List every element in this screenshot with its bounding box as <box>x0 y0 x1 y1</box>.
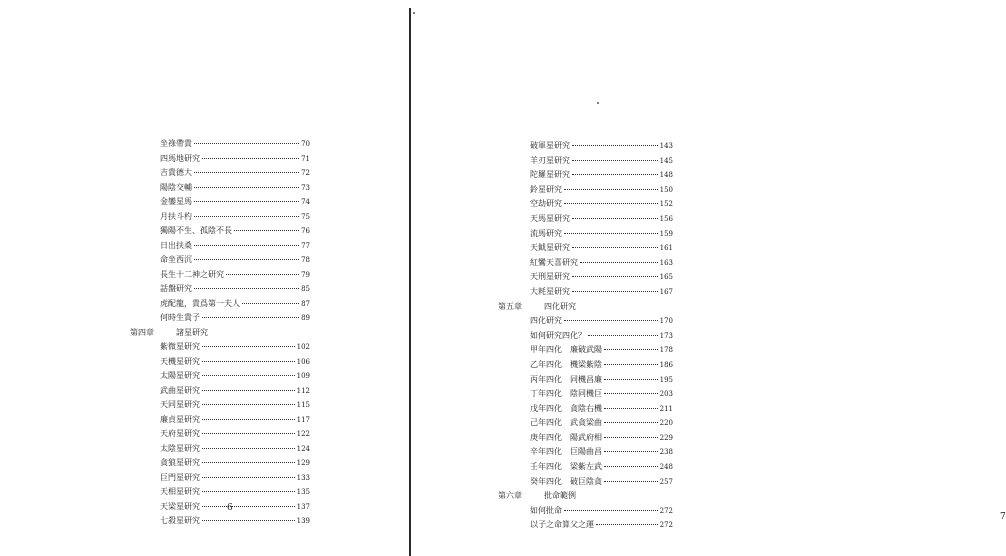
toc-entry-page: 122 <box>296 430 310 438</box>
toc-entry-title: 天刑星研究 <box>530 272 570 282</box>
toc-entry-page: 220 <box>659 419 673 428</box>
toc-chapter-heading <box>498 489 673 504</box>
toc-entry-page: 102 <box>296 343 310 351</box>
chapter-title: 批命範例 <box>544 491 576 501</box>
toc-entry-title: 乙年四化 機梁紫陰 <box>530 359 602 369</box>
toc-entry <box>498 387 673 402</box>
toc-entry-title: 空劫研究 <box>530 199 562 209</box>
dot-leader <box>604 379 658 380</box>
toc-entry-page: 129 <box>296 459 310 467</box>
toc-entry-page: 148 <box>659 171 673 180</box>
toc-entry <box>498 212 673 227</box>
toc-entry-page: 85 <box>301 285 310 293</box>
dot-leader <box>604 408 658 409</box>
toc-entry-title: 羊刃星研究 <box>530 155 570 165</box>
toc-chapter-heading <box>498 300 673 315</box>
toc-entry-title: 長生十二神之研究 <box>160 269 224 279</box>
toc-entry-page: 89 <box>301 314 310 322</box>
toc-entry <box>498 285 673 300</box>
toc-entry-page: 238 <box>659 448 673 457</box>
toc-entry-page: 203 <box>659 390 673 399</box>
toc-entry-title: 陀羅星研究 <box>530 170 570 180</box>
dot-leader <box>242 303 299 304</box>
toc-entry-page: 161 <box>659 244 673 253</box>
toc-entry-title: 月扶斗杓 <box>160 211 192 221</box>
toc-entry <box>130 384 310 399</box>
toc-entry-title: 坐祿帶貴 <box>160 139 192 148</box>
toc-entry <box>130 355 310 370</box>
dot-leader <box>202 448 295 449</box>
toc-entry <box>498 168 673 183</box>
toc-chapter-heading <box>130 326 310 341</box>
toc-entry <box>498 402 673 417</box>
dot-leader <box>202 317 299 318</box>
chapter-title: 諸星研究 <box>176 327 208 337</box>
toc-entry <box>498 197 673 212</box>
dot-leader <box>572 276 658 277</box>
toc-entry <box>130 340 310 355</box>
toc-entry <box>498 314 673 329</box>
toc-entry-page: 72 <box>301 169 310 177</box>
toc-entry-title: 虎配龍，貴爲第一夫人 <box>160 298 240 308</box>
toc-entry <box>498 241 673 256</box>
dot-leader <box>588 335 658 336</box>
toc-entry-page: 74 <box>301 198 310 206</box>
toc-entry-page: 109 <box>296 372 310 380</box>
toc-entry-page: 156 <box>659 214 673 223</box>
toc-entry <box>498 431 673 446</box>
dot-leader <box>572 291 658 292</box>
toc-entry-page: 75 <box>301 212 310 221</box>
toc-entry-page: 211 <box>659 404 673 413</box>
toc-entry-page: 195 <box>659 375 673 384</box>
dot-leader <box>194 201 299 202</box>
toc-entry-page: 73 <box>301 183 310 192</box>
dot-leader <box>202 375 295 376</box>
toc-entry-page: 152 <box>659 200 673 209</box>
dot-leader <box>202 506 295 507</box>
toc-entry-title: 甲年四化 廉破武陽 <box>530 345 602 355</box>
toc-entry-page: 78 <box>301 256 310 264</box>
chapter-label: 第六章 <box>498 491 522 501</box>
toc-entry-page: 272 <box>659 506 673 515</box>
toc-entry-title: 太陰星研究 <box>160 443 200 453</box>
left-toc-list <box>130 137 310 529</box>
toc-entry <box>498 183 673 198</box>
toc-entry-page: 163 <box>659 258 673 267</box>
toc-entry-page: 137 <box>296 502 310 511</box>
toc-entry <box>498 256 673 271</box>
toc-entry <box>498 445 673 460</box>
toc-entry <box>130 152 310 167</box>
toc-entry-title: 壬年四化 梁紫左武 <box>530 462 602 472</box>
toc-entry-page: 248 <box>659 463 673 472</box>
toc-entry-page: 112 <box>296 386 310 395</box>
toc-entry-title: 天馬星研究 <box>530 213 570 223</box>
toc-entry <box>498 504 673 519</box>
dot-leader <box>564 189 658 190</box>
toc-entry <box>130 442 310 457</box>
toc-entry-page: 117 <box>296 415 310 424</box>
toc-entry-page: 229 <box>659 433 673 442</box>
toc-entry-title: 天府星研究 <box>160 429 200 438</box>
toc-entry <box>130 471 310 486</box>
toc-entry-title: 戊年四化 貪陰右機 <box>530 403 602 413</box>
toc-entry-title: 天梁星研究 <box>160 501 200 511</box>
toc-entry <box>130 253 310 268</box>
toc-entry-title: 以子之命算父之運 <box>530 520 594 530</box>
dot-leader <box>580 262 658 263</box>
toc-entry <box>130 485 310 500</box>
toc-entry <box>130 311 310 326</box>
toc-entry-title: 天鉞星研究 <box>530 243 570 253</box>
toc-entry-title: 如何批命 <box>530 505 562 515</box>
toc-entry-page: 159 <box>659 229 673 238</box>
toc-entry-page: 124 <box>296 444 310 453</box>
toc-entry-page: 139 <box>296 517 310 525</box>
toc-entry-title: 天同星研究 <box>160 400 200 409</box>
toc-entry-page: 170 <box>659 317 673 326</box>
toc-entry <box>130 195 310 210</box>
dot-leader <box>202 404 295 405</box>
toc-entry-page: 178 <box>659 346 673 355</box>
toc-entry-page: 272 <box>659 521 673 530</box>
toc-entry-title: 貪狼星研究 <box>160 458 200 467</box>
toc-entry <box>130 166 310 181</box>
dot-leader <box>194 216 299 217</box>
toc-entry-title: 巨門星研究 <box>160 472 200 482</box>
toc-entry <box>130 297 310 312</box>
toc-entry-title: 己年四化 武貪梁曲 <box>530 418 602 428</box>
toc-entry <box>498 139 673 154</box>
toc-entry <box>130 210 310 225</box>
dot-leader <box>564 233 658 234</box>
toc-entry <box>498 329 673 344</box>
toc-entry <box>498 475 673 490</box>
toc-entry-title: 天相星研究 <box>160 487 200 496</box>
toc-entry-title: 流馬研究 <box>530 228 562 238</box>
toc-entry <box>498 343 673 358</box>
toc-entry-title: 太陽星研究 <box>160 371 200 380</box>
toc-entry <box>130 413 310 428</box>
dot-leader <box>194 259 299 260</box>
dot-leader <box>604 466 658 467</box>
toc-entry-title: 丁年四化 陰同機巨 <box>530 389 602 399</box>
chapter-label: 第五章 <box>498 301 522 311</box>
dot-leader <box>202 491 295 492</box>
dot-leader <box>226 274 299 275</box>
toc-entry-page: 115 <box>296 401 310 409</box>
toc-entry-page: 77 <box>301 241 310 250</box>
dot-leader <box>202 158 299 159</box>
toc-entry-title: 紅鸞天喜研究 <box>530 257 578 267</box>
toc-entry-title: 金鑾星馬 <box>160 197 192 206</box>
dot-leader <box>202 361 295 362</box>
toc-entry-page: 165 <box>659 273 673 282</box>
toc-entry <box>498 358 673 373</box>
toc-entry-page: 186 <box>659 360 673 369</box>
toc-entry <box>498 154 673 169</box>
toc-entry-page: 143 <box>659 142 673 150</box>
toc-entry-page: 167 <box>659 287 673 296</box>
toc-entry <box>130 239 310 254</box>
toc-entry-page: 76 <box>301 227 310 235</box>
toc-entry <box>498 270 673 285</box>
toc-entry-title: 天機星研究 <box>160 356 200 366</box>
toc-entry-title: 鈴星研究 <box>530 184 562 194</box>
dot-leader <box>564 320 658 321</box>
dot-leader <box>604 422 658 423</box>
toc-entry <box>130 268 310 283</box>
toc-entry-title: 廉貞星研究 <box>160 414 200 424</box>
chapter-title: 四化研究 <box>544 301 576 311</box>
toc-entry-title: 陽陰交輔 <box>160 182 192 192</box>
toc-entry-page: 87 <box>301 299 310 308</box>
dot-leader <box>194 288 299 289</box>
toc-entry <box>130 500 310 515</box>
dot-leader <box>202 346 295 347</box>
left-page-number: 6 <box>227 503 233 513</box>
toc-entry <box>498 373 673 388</box>
toc-entry-title: 破軍星研究 <box>530 141 570 150</box>
toc-entry <box>498 416 673 431</box>
dot-leader <box>572 160 658 161</box>
toc-entry <box>130 427 310 442</box>
dot-leader <box>234 230 299 231</box>
toc-entry-title: 何時生貴子 <box>160 313 200 322</box>
toc-entry-page: 71 <box>301 154 310 163</box>
toc-entry-title: 吉貴德大 <box>160 168 192 177</box>
toc-entry-page: 135 <box>296 488 310 496</box>
toc-entry <box>130 398 310 413</box>
dot-leader <box>572 145 658 146</box>
dot-leader <box>564 203 658 204</box>
toc-entry-page: 145 <box>659 156 673 165</box>
dot-leader <box>194 245 299 246</box>
toc-entry-title: 紫微星研究 <box>160 342 200 351</box>
dot-leader <box>194 143 299 144</box>
toc-entry-title: 七殺星研究 <box>160 516 200 525</box>
dot-leader <box>572 218 658 219</box>
toc-entry <box>498 518 673 533</box>
toc-entry <box>130 137 310 152</box>
toc-entry-page: 70 <box>301 140 310 148</box>
chapter-label: 第四章 <box>130 327 154 337</box>
toc-entry-title: 武曲星研究 <box>160 385 200 395</box>
toc-entry-title: 癸年四化 破巨陰貪 <box>530 476 602 486</box>
dot-leader <box>202 520 295 521</box>
dot-leader <box>202 462 295 463</box>
toc-entry-title: 日出扶桑 <box>160 240 192 250</box>
dot-leader <box>202 390 295 391</box>
dot-leader <box>202 477 295 478</box>
dot-leader <box>604 481 658 482</box>
dot-leader <box>202 433 295 434</box>
right-toc-list <box>498 139 673 533</box>
toc-entry-page: 257 <box>659 477 673 486</box>
toc-entry-title: 如何研究四化？ <box>530 330 586 340</box>
toc-entry <box>498 227 673 242</box>
dot-leader <box>604 393 658 394</box>
dot-leader <box>596 524 658 525</box>
dot-leader <box>194 172 299 173</box>
toc-entry-page: 133 <box>296 473 310 482</box>
toc-entry-title: 四化研究 <box>530 316 562 326</box>
toc-entry <box>130 282 310 297</box>
toc-entry-title: 獨陽不生、孤陰不長 <box>160 226 232 235</box>
toc-entry-page: 150 <box>659 185 673 194</box>
toc-entry <box>130 369 310 384</box>
dot-leader <box>604 451 658 452</box>
toc-entry <box>130 224 310 239</box>
toc-entry-page: 173 <box>659 331 673 340</box>
dot-leader <box>572 247 658 248</box>
toc-entry-title: 庚年四化 陽武府相 <box>530 432 602 442</box>
book-spine <box>409 8 411 556</box>
toc-entry-page: 79 <box>301 270 310 279</box>
dot-leader <box>194 187 299 188</box>
toc-entry-page: 106 <box>296 357 310 366</box>
toc-entry-title: 命坐西沉 <box>160 255 192 264</box>
toc-entry <box>498 460 673 475</box>
dot-leader <box>202 419 295 420</box>
toc-entry-title: 丙年四化 同機昌廉 <box>530 374 602 384</box>
toc-entry <box>130 514 310 529</box>
dot-leader <box>604 364 658 365</box>
toc-entry-title: 四馬地研究 <box>160 153 200 163</box>
toc-entry <box>130 456 310 471</box>
left-page <box>0 0 410 556</box>
toc-entry-title: 話盤研究 <box>160 284 192 293</box>
dot-leader <box>604 349 658 350</box>
toc-entry <box>130 181 310 196</box>
right-page-number: 7 <box>1000 512 1006 522</box>
dot-leader <box>572 174 658 175</box>
toc-entry-title: 大耗星研究 <box>530 286 570 296</box>
toc-entry-title: 辛年四化 巨陽曲昌 <box>530 447 602 457</box>
dot-leader <box>604 437 658 438</box>
dot-leader <box>564 510 658 511</box>
